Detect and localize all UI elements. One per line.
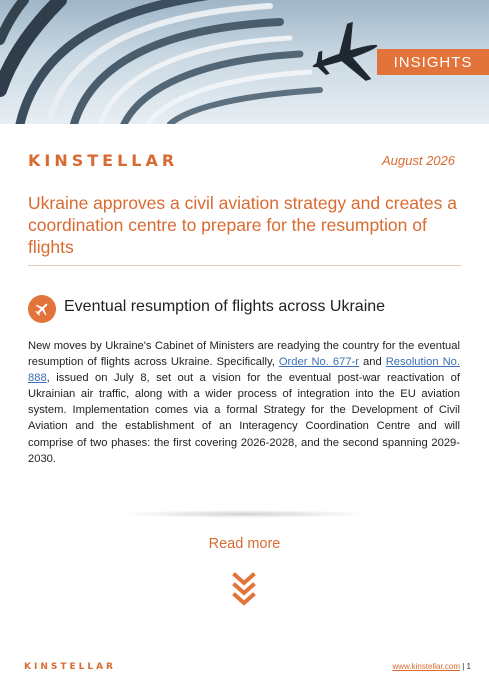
- publication-date: August 2026: [381, 153, 455, 168]
- body-text: , issued on July 8, set out a vision for the eventual post-war reactivation of Ukrainian air traffic, along with a wider process of integration into the EU aviation system. Implementation comes via a formal Strategy for the Development of Civil Aviation and the establishment of an Interagency Coordination Centre and will comprise of two phases: the first covering 2026-2028, and the second spanning 2029-2030.: [28, 372, 460, 465]
- resolution-link[interactable]: Resolution No. 888: [28, 356, 460, 385]
- footer-logo: KINSTELLAR: [24, 662, 116, 672]
- body-text: and: [359, 356, 386, 369]
- page-number: 1: [466, 662, 471, 671]
- order-link[interactable]: Order No. 677-r: [278, 356, 359, 369]
- chevron-down-icon[interactable]: [232, 572, 256, 617]
- insights-badge: INSIGHTS: [377, 49, 489, 75]
- separator-shadow: [120, 510, 370, 518]
- website-link[interactable]: www.kinstellar.com: [392, 662, 461, 671]
- footer-meta: [392, 662, 471, 671]
- hero-banner: [0, 0, 489, 124]
- divider: [28, 265, 461, 266]
- airplane-icon: [303, 17, 386, 95]
- brand-logo: KINSTELLAR: [28, 151, 179, 170]
- article-body: [28, 338, 460, 467]
- section-title: Eventual resumption of flights across Ukraine: [64, 298, 386, 315]
- read-more-link[interactable]: Read more: [208, 536, 281, 552]
- footer-separator: |: [460, 662, 467, 671]
- plane-icon: [28, 295, 56, 323]
- article-title: Ukraine approves a civil aviation strategy and creates a coordination centre to prepare for the resumption of flights: [28, 193, 457, 257]
- body-text: New moves by Ukraine's Cabinet of Ministers are readying the country for the eventual resumption of flights across Ukraine. Specifically,: [28, 340, 460, 369]
